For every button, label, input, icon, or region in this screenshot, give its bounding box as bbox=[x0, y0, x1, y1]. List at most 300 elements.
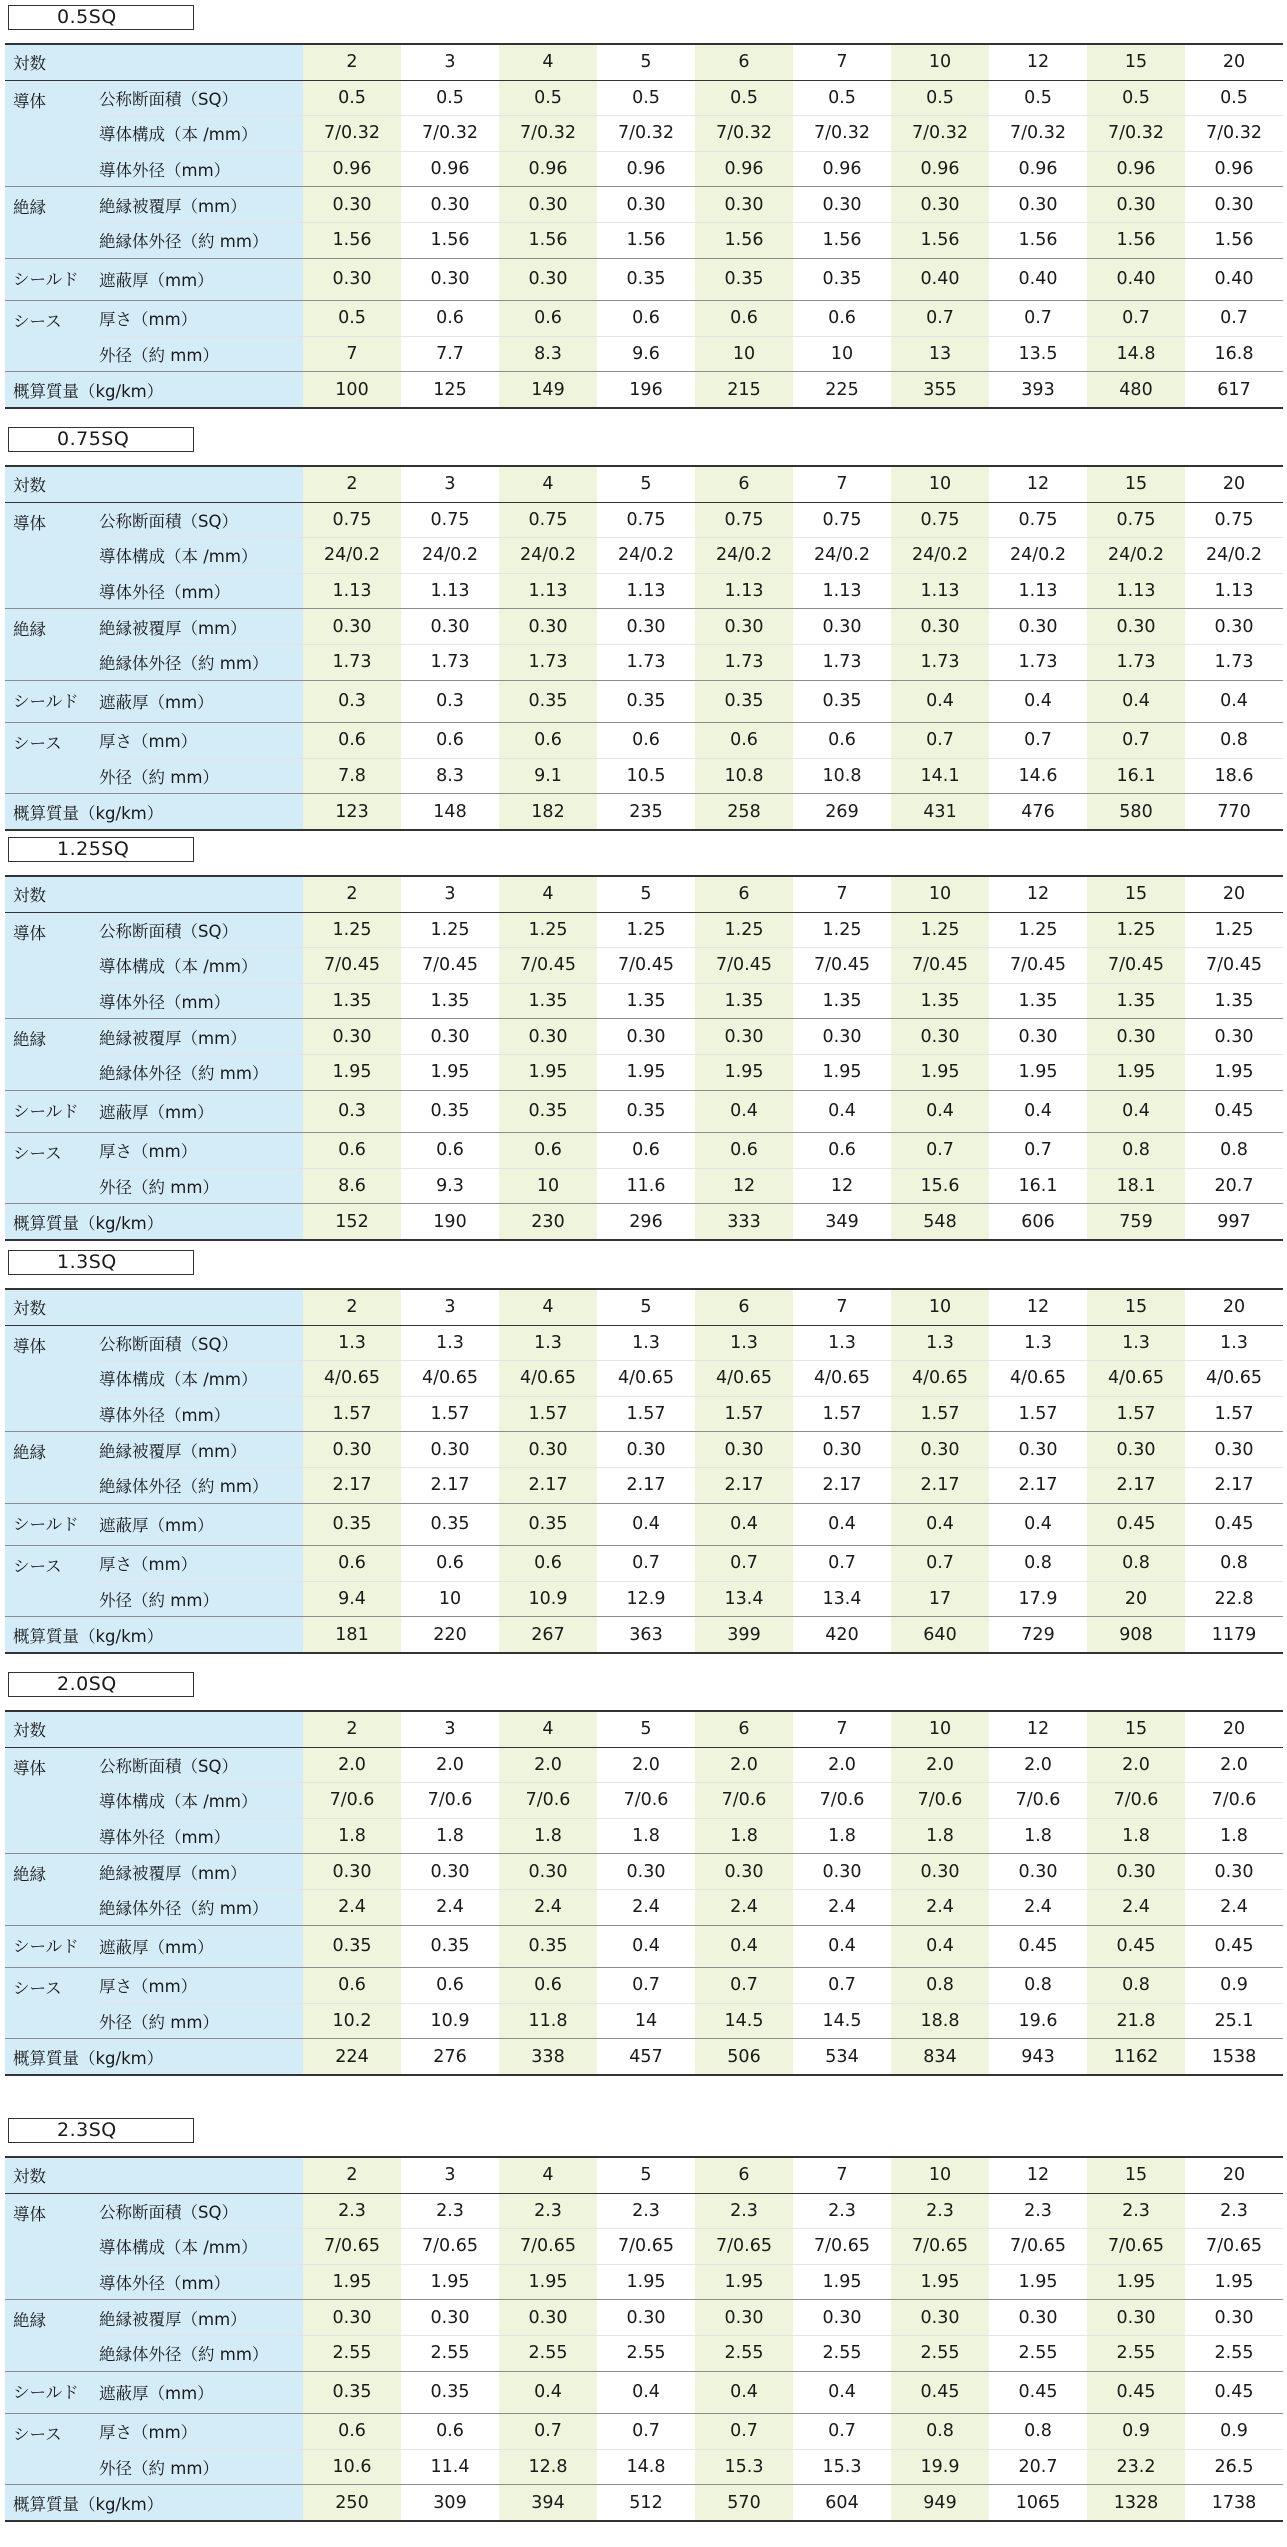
value-cell: 7/0.45 bbox=[989, 948, 1087, 984]
value-cell: 1.13 bbox=[1087, 573, 1185, 609]
value-cell: 7/0.6 bbox=[695, 1783, 793, 1819]
pairs-column-header: 4 bbox=[499, 44, 597, 80]
row-label: 導体構成（本 /mm） bbox=[97, 1783, 303, 1819]
value-cell: 0.45 bbox=[1087, 1503, 1185, 1546]
value-cell: 7/0.65 bbox=[793, 2229, 891, 2265]
value-cell: 0.6 bbox=[401, 1968, 499, 2004]
value-cell: 7/0.6 bbox=[1087, 1783, 1185, 1819]
value-cell: 0.30 bbox=[695, 187, 793, 223]
value-cell: 1.56 bbox=[891, 222, 989, 258]
row-label: 絶縁被覆厚（mm） bbox=[97, 1432, 303, 1468]
pairs-column-header: 20 bbox=[1185, 466, 1283, 502]
row-label: 外径（約 mm） bbox=[97, 2003, 303, 2039]
value-cell: 4/0.65 bbox=[695, 1361, 793, 1397]
value-cell: 476 bbox=[989, 794, 1087, 830]
value-cell: 0.75 bbox=[989, 502, 1087, 538]
shield-thickness-row bbox=[5, 1503, 1283, 1546]
value-cell: 480 bbox=[1087, 372, 1185, 408]
value-cell: 0.5 bbox=[303, 301, 401, 337]
section-title: 1.3SQ bbox=[8, 1250, 194, 1275]
value-cell: 943 bbox=[989, 2039, 1087, 2075]
row-label: 遮蔽厚（mm） bbox=[97, 1925, 303, 1968]
value-cell: 2.3 bbox=[401, 2193, 499, 2229]
value-cell: 24/0.2 bbox=[597, 538, 695, 574]
value-cell: 23.2 bbox=[1087, 2449, 1185, 2485]
value-cell: 18.8 bbox=[891, 2003, 989, 2039]
header-row bbox=[5, 876, 1283, 912]
row-label: 外径（約 mm） bbox=[97, 1168, 303, 1204]
value-cell: 0.7 bbox=[891, 301, 989, 337]
value-cell: 0.5 bbox=[303, 80, 401, 116]
row-label: 絶縁被覆厚（mm） bbox=[97, 187, 303, 223]
sheath-label: シース bbox=[5, 1133, 97, 1204]
value-cell: 7/0.6 bbox=[499, 1783, 597, 1819]
value-cell: 0.30 bbox=[1185, 609, 1283, 645]
value-cell: 1.56 bbox=[303, 222, 401, 258]
value-cell: 0.5 bbox=[1185, 80, 1283, 116]
value-cell: 4/0.65 bbox=[499, 1361, 597, 1397]
value-cell: 1.57 bbox=[597, 1396, 695, 1432]
value-cell: 1.3 bbox=[401, 1325, 499, 1361]
value-cell: 0.35 bbox=[597, 1090, 695, 1133]
value-cell: 2.3 bbox=[499, 2193, 597, 2229]
value-cell: 14.5 bbox=[695, 2003, 793, 2039]
value-cell: 1.35 bbox=[695, 983, 793, 1019]
value-cell: 1.57 bbox=[401, 1396, 499, 1432]
value-cell: 309 bbox=[401, 2485, 499, 2521]
outer-diameter-row bbox=[5, 2449, 1283, 2485]
value-cell: 338 bbox=[499, 2039, 597, 2075]
value-cell: 431 bbox=[891, 794, 989, 830]
value-cell: 729 bbox=[989, 1617, 1087, 1653]
mass-label: 概算質量（kg/km） bbox=[5, 1617, 303, 1653]
value-cell: 0.30 bbox=[597, 187, 695, 223]
insulation-label: 絶縁 bbox=[5, 609, 97, 680]
sheath-thickness-row bbox=[5, 1546, 1283, 1582]
composition-row bbox=[5, 948, 1283, 984]
value-cell: 0.6 bbox=[401, 301, 499, 337]
shield-thickness-row bbox=[5, 2371, 1283, 2414]
value-cell: 1.56 bbox=[597, 222, 695, 258]
value-cell: 0.4 bbox=[597, 1503, 695, 1546]
value-cell: 1.56 bbox=[1185, 222, 1283, 258]
value-cell: 0.45 bbox=[1185, 2371, 1283, 2414]
value-cell: 10.9 bbox=[499, 1581, 597, 1617]
value-cell: 10.8 bbox=[793, 758, 891, 794]
value-cell: 1.95 bbox=[695, 2264, 793, 2300]
value-cell: 7/0.6 bbox=[989, 1783, 1087, 1819]
value-cell: 2.4 bbox=[891, 1889, 989, 1925]
value-cell: 1.13 bbox=[401, 573, 499, 609]
value-cell: 0.30 bbox=[891, 609, 989, 645]
value-cell: 1.35 bbox=[401, 983, 499, 1019]
row-label: 公称断面積（SQ） bbox=[97, 80, 303, 116]
value-cell: 0.35 bbox=[499, 1090, 597, 1133]
value-cell: 4/0.65 bbox=[891, 1361, 989, 1397]
insulation-od-row bbox=[5, 644, 1283, 680]
value-cell: 7/0.65 bbox=[891, 2229, 989, 2265]
value-cell: 296 bbox=[597, 1204, 695, 1240]
pairs-label: 対数 bbox=[5, 466, 303, 502]
row-label: 外径（約 mm） bbox=[97, 2449, 303, 2485]
value-cell: 7 bbox=[303, 336, 401, 372]
value-cell: 1.25 bbox=[1087, 912, 1185, 948]
value-cell: 12 bbox=[695, 1168, 793, 1204]
value-cell: 0.30 bbox=[1087, 609, 1185, 645]
value-cell: 1.13 bbox=[597, 573, 695, 609]
conductor-od-row bbox=[5, 983, 1283, 1019]
value-cell: 0.6 bbox=[695, 1133, 793, 1169]
value-cell: 24/0.2 bbox=[891, 538, 989, 574]
nominal-area-row bbox=[5, 502, 1283, 538]
value-cell: 0.3 bbox=[303, 1090, 401, 1133]
value-cell: 7/0.32 bbox=[793, 116, 891, 152]
value-cell: 7/0.45 bbox=[891, 948, 989, 984]
row-label: 公称断面積（SQ） bbox=[97, 1325, 303, 1361]
value-cell: 1.35 bbox=[793, 983, 891, 1019]
pairs-column-header: 4 bbox=[499, 1289, 597, 1325]
value-cell: 7/0.32 bbox=[597, 116, 695, 152]
pairs-label: 対数 bbox=[5, 1711, 303, 1747]
value-cell: 0.30 bbox=[303, 2300, 401, 2336]
value-cell: 2.0 bbox=[1185, 1747, 1283, 1783]
value-cell: 1.3 bbox=[303, 1325, 401, 1361]
value-cell: 640 bbox=[891, 1617, 989, 1653]
value-cell: 0.30 bbox=[1185, 1854, 1283, 1890]
value-cell: 0.30 bbox=[1087, 1432, 1185, 1468]
value-cell: 1.57 bbox=[891, 1396, 989, 1432]
pairs-label: 対数 bbox=[5, 2157, 303, 2193]
value-cell: 1.3 bbox=[1185, 1325, 1283, 1361]
value-cell: 250 bbox=[303, 2485, 401, 2521]
value-cell: 0.40 bbox=[1185, 258, 1283, 301]
mass-label: 概算質量（kg/km） bbox=[5, 2485, 303, 2521]
row-label: 厚さ（mm） bbox=[97, 1968, 303, 2004]
value-cell: 220 bbox=[401, 1617, 499, 1653]
value-cell: 0.40 bbox=[1087, 258, 1185, 301]
value-cell: 1538 bbox=[1185, 2039, 1283, 2075]
value-cell: 2.4 bbox=[303, 1889, 401, 1925]
value-cell: 0.4 bbox=[989, 680, 1087, 723]
value-cell: 0.30 bbox=[1087, 187, 1185, 223]
value-cell: 0.7 bbox=[1185, 301, 1283, 337]
value-cell: 100 bbox=[303, 372, 401, 408]
value-cell: 0.30 bbox=[989, 2300, 1087, 2336]
value-cell: 0.30 bbox=[989, 609, 1087, 645]
spec-table bbox=[5, 875, 1283, 1241]
value-cell: 2.0 bbox=[793, 1747, 891, 1783]
value-cell: 7/0.45 bbox=[499, 948, 597, 984]
value-cell: 9.3 bbox=[401, 1168, 499, 1204]
value-cell: 0.30 bbox=[695, 1432, 793, 1468]
insulation-label: 絶縁 bbox=[5, 187, 97, 258]
value-cell: 18.6 bbox=[1185, 758, 1283, 794]
value-cell: 0.30 bbox=[989, 187, 1087, 223]
value-cell: 0.30 bbox=[499, 258, 597, 301]
composition-row bbox=[5, 1361, 1283, 1397]
value-cell: 1.8 bbox=[1185, 1818, 1283, 1854]
pairs-column-header: 10 bbox=[891, 466, 989, 502]
value-cell: 0.40 bbox=[891, 258, 989, 301]
value-cell: 1328 bbox=[1087, 2485, 1185, 2521]
value-cell: 0.5 bbox=[695, 80, 793, 116]
pairs-column-header: 2 bbox=[303, 876, 401, 912]
value-cell: 0.7 bbox=[891, 1133, 989, 1169]
sheath-label: シース bbox=[5, 1968, 97, 2039]
value-cell: 12.9 bbox=[597, 1581, 695, 1617]
value-cell: 333 bbox=[695, 1204, 793, 1240]
value-cell: 1.8 bbox=[597, 1818, 695, 1854]
value-cell: 1.73 bbox=[989, 644, 1087, 680]
pairs-label: 対数 bbox=[5, 1289, 303, 1325]
value-cell: 0.8 bbox=[989, 1968, 1087, 2004]
pairs-column-header: 15 bbox=[1087, 1711, 1185, 1747]
shield-label: シールド bbox=[5, 1925, 97, 1968]
shield-label: シールド bbox=[5, 1503, 97, 1546]
value-cell: 190 bbox=[401, 1204, 499, 1240]
value-cell: 0.30 bbox=[303, 187, 401, 223]
value-cell: 0.75 bbox=[1185, 502, 1283, 538]
pairs-column-header: 10 bbox=[891, 1711, 989, 1747]
insulation-thickness-row bbox=[5, 1854, 1283, 1890]
value-cell: 0.7 bbox=[695, 1968, 793, 2004]
value-cell: 0.4 bbox=[499, 2371, 597, 2414]
value-cell: 7/0.32 bbox=[989, 116, 1087, 152]
pairs-column-header: 4 bbox=[499, 2157, 597, 2193]
value-cell: 1.8 bbox=[793, 1818, 891, 1854]
value-cell: 0.4 bbox=[989, 1090, 1087, 1133]
value-cell: 1.57 bbox=[1087, 1396, 1185, 1432]
value-cell: 0.8 bbox=[1185, 723, 1283, 759]
value-cell: 11.6 bbox=[597, 1168, 695, 1204]
value-cell: 0.35 bbox=[303, 2371, 401, 2414]
value-cell: 0.6 bbox=[597, 1133, 695, 1169]
value-cell: 12.8 bbox=[499, 2449, 597, 2485]
value-cell: 1.8 bbox=[891, 1818, 989, 1854]
value-cell: 0.35 bbox=[793, 680, 891, 723]
mass-row bbox=[5, 1204, 1283, 1240]
value-cell: 7/0.32 bbox=[499, 116, 597, 152]
value-cell: 0.75 bbox=[597, 502, 695, 538]
row-label: 厚さ（mm） bbox=[97, 1546, 303, 1582]
value-cell: 0.6 bbox=[499, 723, 597, 759]
value-cell: 1.56 bbox=[499, 222, 597, 258]
value-cell: 1.3 bbox=[499, 1325, 597, 1361]
composition-row bbox=[5, 538, 1283, 574]
value-cell: 349 bbox=[793, 1204, 891, 1240]
mass-row bbox=[5, 794, 1283, 830]
value-cell: 2.17 bbox=[989, 1467, 1087, 1503]
pairs-column-header: 7 bbox=[793, 1289, 891, 1325]
value-cell: 1.95 bbox=[597, 2264, 695, 2300]
value-cell: 25.1 bbox=[1185, 2003, 1283, 2039]
value-cell: 0.30 bbox=[597, 1019, 695, 1055]
value-cell: 2.17 bbox=[891, 1467, 989, 1503]
row-label: 厚さ（mm） bbox=[97, 301, 303, 337]
value-cell: 0.30 bbox=[499, 187, 597, 223]
value-cell: 2.0 bbox=[597, 1747, 695, 1783]
value-cell: 0.5 bbox=[891, 80, 989, 116]
value-cell: 0.35 bbox=[793, 258, 891, 301]
value-cell: 0.30 bbox=[1087, 2300, 1185, 2336]
value-cell: 394 bbox=[499, 2485, 597, 2521]
spec-table bbox=[5, 43, 1283, 409]
value-cell: 14.6 bbox=[989, 758, 1087, 794]
value-cell: 0.7 bbox=[597, 1968, 695, 2004]
value-cell: 10 bbox=[695, 336, 793, 372]
insulation-thickness-row bbox=[5, 609, 1283, 645]
value-cell: 0.30 bbox=[303, 609, 401, 645]
value-cell: 0.30 bbox=[1185, 187, 1283, 223]
value-cell: 0.6 bbox=[401, 1133, 499, 1169]
value-cell: 0.30 bbox=[989, 1854, 1087, 1890]
value-cell: 0.4 bbox=[891, 1925, 989, 1968]
value-cell: 7/0.32 bbox=[1185, 116, 1283, 152]
value-cell: 1738 bbox=[1185, 2485, 1283, 2521]
value-cell: 7/0.65 bbox=[303, 2229, 401, 2265]
value-cell: 0.8 bbox=[989, 2414, 1087, 2450]
value-cell: 18.1 bbox=[1087, 1168, 1185, 1204]
value-cell: 0.30 bbox=[499, 609, 597, 645]
value-cell: 7/0.45 bbox=[1087, 948, 1185, 984]
mass-row bbox=[5, 1617, 1283, 1653]
value-cell: 1.95 bbox=[401, 2264, 499, 2300]
row-label: 絶縁被覆厚（mm） bbox=[97, 2300, 303, 2336]
value-cell: 7/0.45 bbox=[793, 948, 891, 984]
value-cell: 604 bbox=[793, 2485, 891, 2521]
outer-diameter-row bbox=[5, 336, 1283, 372]
value-cell: 0.4 bbox=[793, 1090, 891, 1133]
pairs-column-header: 5 bbox=[597, 1289, 695, 1325]
value-cell: 10.5 bbox=[597, 758, 695, 794]
value-cell: 548 bbox=[891, 1204, 989, 1240]
value-cell: 267 bbox=[499, 1617, 597, 1653]
mass-row bbox=[5, 2485, 1283, 2521]
pairs-column-header: 15 bbox=[1087, 1289, 1185, 1325]
value-cell: 0.6 bbox=[499, 301, 597, 337]
value-cell: 1.13 bbox=[891, 573, 989, 609]
row-label: 遮蔽厚（mm） bbox=[97, 1503, 303, 1546]
value-cell: 1162 bbox=[1087, 2039, 1185, 2075]
value-cell: 0.30 bbox=[1185, 1432, 1283, 1468]
value-cell: 11.8 bbox=[499, 2003, 597, 2039]
value-cell: 0.35 bbox=[695, 258, 793, 301]
value-cell: 2.3 bbox=[793, 2193, 891, 2229]
value-cell: 1.25 bbox=[989, 912, 1087, 948]
value-cell: 1.3 bbox=[1087, 1325, 1185, 1361]
value-cell: 2.0 bbox=[1087, 1747, 1185, 1783]
value-cell: 0.75 bbox=[303, 502, 401, 538]
value-cell: 8.3 bbox=[499, 336, 597, 372]
value-cell: 0.30 bbox=[1087, 1854, 1185, 1890]
value-cell: 0.30 bbox=[303, 258, 401, 301]
value-cell: 0.30 bbox=[695, 2300, 793, 2336]
value-cell: 1.35 bbox=[891, 983, 989, 1019]
value-cell: 1.73 bbox=[1087, 644, 1185, 680]
value-cell: 759 bbox=[1087, 1204, 1185, 1240]
value-cell: 1.8 bbox=[1087, 1818, 1185, 1854]
pairs-column-header: 4 bbox=[499, 1711, 597, 1747]
value-cell: 0.35 bbox=[597, 680, 695, 723]
value-cell: 0.30 bbox=[499, 1432, 597, 1468]
value-cell: 1.25 bbox=[695, 912, 793, 948]
shield-label: シールド bbox=[5, 258, 97, 301]
value-cell: 0.96 bbox=[1087, 151, 1185, 187]
value-cell: 0.6 bbox=[695, 301, 793, 337]
value-cell: 1.13 bbox=[303, 573, 401, 609]
row-label: 絶縁体外径（約 mm） bbox=[97, 644, 303, 680]
value-cell: 0.30 bbox=[401, 609, 499, 645]
value-cell: 0.7 bbox=[597, 1546, 695, 1582]
value-cell: 0.30 bbox=[891, 1432, 989, 1468]
value-cell: 0.30 bbox=[695, 1019, 793, 1055]
value-cell: 0.6 bbox=[303, 1133, 401, 1169]
pairs-column-header: 15 bbox=[1087, 2157, 1185, 2193]
value-cell: 1179 bbox=[1185, 1617, 1283, 1653]
pairs-column-header: 5 bbox=[597, 44, 695, 80]
value-cell: 534 bbox=[793, 2039, 891, 2075]
composition-row bbox=[5, 1783, 1283, 1819]
row-label: 絶縁体外径（約 mm） bbox=[97, 1054, 303, 1090]
conductor-od-row bbox=[5, 573, 1283, 609]
value-cell: 9.6 bbox=[597, 336, 695, 372]
value-cell: 148 bbox=[401, 794, 499, 830]
value-cell: 2.55 bbox=[695, 2335, 793, 2371]
value-cell: 1065 bbox=[989, 2485, 1087, 2521]
value-cell: 24/0.2 bbox=[793, 538, 891, 574]
spec-table bbox=[5, 465, 1283, 831]
mass-row bbox=[5, 2039, 1283, 2075]
value-cell: 7/0.45 bbox=[597, 948, 695, 984]
value-cell: 1.35 bbox=[597, 983, 695, 1019]
value-cell: 26.5 bbox=[1185, 2449, 1283, 2485]
section-0 bbox=[0, 5, 1287, 401]
value-cell: 0.35 bbox=[303, 1925, 401, 1968]
sheath-label: シース bbox=[5, 301, 97, 372]
pairs-column-header: 7 bbox=[793, 1711, 891, 1747]
value-cell: 2.3 bbox=[597, 2193, 695, 2229]
value-cell: 1.95 bbox=[1185, 2264, 1283, 2300]
value-cell: 0.96 bbox=[793, 151, 891, 187]
sheath-thickness-row bbox=[5, 1133, 1283, 1169]
value-cell: 181 bbox=[303, 1617, 401, 1653]
pairs-label: 対数 bbox=[5, 876, 303, 912]
value-cell: 196 bbox=[597, 372, 695, 408]
spec-table bbox=[5, 1288, 1283, 1654]
value-cell: 1.13 bbox=[793, 573, 891, 609]
value-cell: 2.55 bbox=[793, 2335, 891, 2371]
pairs-column-header: 20 bbox=[1185, 44, 1283, 80]
value-cell: 0.6 bbox=[499, 1133, 597, 1169]
value-cell: 0.30 bbox=[793, 609, 891, 645]
value-cell: 15.3 bbox=[695, 2449, 793, 2485]
value-cell: 0.30 bbox=[401, 187, 499, 223]
value-cell: 276 bbox=[401, 2039, 499, 2075]
pairs-column-header: 6 bbox=[695, 1711, 793, 1747]
row-label: 導体構成（本 /mm） bbox=[97, 2229, 303, 2265]
value-cell: 0.5 bbox=[401, 80, 499, 116]
value-cell: 0.4 bbox=[695, 1925, 793, 1968]
section-1 bbox=[0, 427, 1287, 823]
value-cell: 0.8 bbox=[1087, 1968, 1185, 2004]
value-cell: 570 bbox=[695, 2485, 793, 2521]
value-cell: 7/0.65 bbox=[695, 2229, 793, 2265]
value-cell: 1.56 bbox=[989, 222, 1087, 258]
value-cell: 0.96 bbox=[695, 151, 793, 187]
value-cell: 0.96 bbox=[597, 151, 695, 187]
value-cell: 0.96 bbox=[1185, 151, 1283, 187]
pairs-column-header: 3 bbox=[401, 44, 499, 80]
